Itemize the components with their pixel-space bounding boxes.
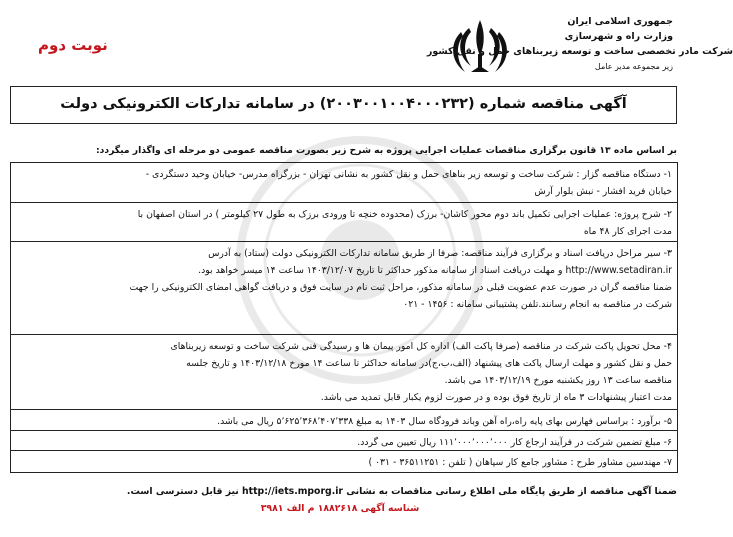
- company-name: شرکت مادر تخصصی ساخت و توسعه زیربناهای حمل و نقل کشور: [426, 46, 733, 57]
- item-line: حمل و نقل کشور و مهلت ارسال پاکت های پیشنهاد (الف،ب،ج)در سامانه حداکثر تا ساعت ۱۴ مورخ ۱۴۰۳/۱۲/۱۸ و تاریخ جلسه: [186, 358, 672, 369]
- item-row-7: [11, 451, 677, 472]
- item-line: ضمنا مناقصه گران در صورت عدم عضویت قبلی در سامانه مذکور، مراحل ثبت نام در سایت فوق و دریافت گواهی امضای الکترونیکی را جهت: [129, 282, 672, 293]
- item-row-2: [11, 203, 677, 242]
- footer-note: ضمنا آگهی مناقصه از طریق پایگاه ملی اطلاع رسانی مناقصات به نشانی http://iets.mporg.ir نیز قابل دسترسی است.: [126, 486, 677, 497]
- item-row-3: [11, 242, 677, 335]
- item-line: ۷- مهندسین مشاور طرح : مشاور جامع کار سپاهان ( تلفن : ۳۶۵۱۱۲۵۱ - ۰۳۱ ): [368, 457, 672, 468]
- round-label: نوبت دوم: [38, 36, 108, 54]
- item-line: ۵- برآورد : براساس فهارس بهای پایه راه،راه آهن وباند فرودگاه سال ۱۴۰۳ به مبلغ ۵٬۶۲۵٬۳۶۸٬۴۰۷٬۳۳۸ ریال می باشد.: [217, 416, 672, 427]
- item-line: خیابان فرید افشار - نبش بلوار آرش: [534, 186, 672, 197]
- notice-code: شناسه آگهی ۱۸۸۲۶۱۸ م الف ۳۹۸۱: [260, 503, 420, 514]
- item-line: ۳- سیر مراحل دریافت اسناد و برگزاری فرآیند مناقصه: صرفا از طریق سامانه تدارکات الکترونیکی دولت (ستاد) به آدرس: [208, 248, 672, 259]
- republic-name: جمهوری اسلامی ایران: [567, 16, 673, 27]
- ministry-name: وزارت راه و شهرسازی: [564, 31, 673, 42]
- header: [8, 8, 733, 86]
- item-line: ۶- مبلغ تضمین شرکت در فرآیند ارجاع کار ۱۱۱٬۰۰۰٬۰۰۰٬۰۰۰ ریال تعیین می گردد.: [357, 437, 672, 448]
- item-line: ۴- محل تحویل پاکت شرکت در مناقصه (صرفا پاکت الف) اداره کل امور پیمان ها و رسیدگی فنی شرکت ساخت و توسعه زیربناهای: [170, 341, 672, 352]
- item-line: http://www.setadiran.ir و مهلت دریافت اسناد از سامانه مذکور حداکثر تا تاریخ ۱۴۰۳/۱۲/۰۷ ساعت ۱۴ میسر خواهد بود.: [198, 265, 672, 276]
- header-text: [426, 14, 733, 74]
- item-row-1: [11, 163, 677, 203]
- company-subset: زیر مجموعه مدیر عامل: [594, 62, 673, 71]
- item-line: مناقصه ساعت ۱۳ روز یکشنبه مورخ ۱۴۰۳/۱۲/۱۹ می باشد.: [444, 375, 672, 386]
- item-row-4: [11, 335, 677, 410]
- item-line: مدت اجرای کار ۴۸ ماه: [583, 226, 672, 237]
- item-line: مدت اعتبار پیشنهادات ۳ ماه از تاریخ فوق بوده و در صورت لزوم یکبار قابل تمدید می باشد.: [320, 392, 672, 403]
- item-row-6: [11, 431, 677, 451]
- notice-items-table: [10, 162, 678, 473]
- item-line: شرکت در مناقصه به انجام رسانند.تلفن پشتیبانی سامانه : ۱۴۵۶ - ۰۲۱: [403, 299, 672, 310]
- item-line: ۲- شرح پروژه: عملیات اجرایی تکمیل باند دوم محور کاشان- برزک (محدوده خنچه تا ورودی برزک به طول ۲۷ کیلومتر ) در استان اصفهان با: [137, 209, 672, 220]
- notice-title: آگهی مناقصه شماره (۲۰۰۳۰۰۱۰۰۴۰۰۰۲۳۲) در سامانه تدارکات الکترونیکی دولت: [10, 86, 677, 124]
- item-row-5: [11, 410, 677, 431]
- intro-text: بر اساس ماده ۱۳ قانون برگزاری مناقصات عملیات اجرایی پروژه به شرح زیر بصورت مناقصه عمومی دو مرحله ای واگذار میگردد:: [95, 145, 677, 156]
- item-line: ۱- دستگاه مناقصه گزار : شرکت ساخت و توسعه زیر بناهای حمل و نقل کشور به نشانی تهران - بزرگراه مدرس- خیابان وحید دستگردی -: [145, 169, 672, 180]
